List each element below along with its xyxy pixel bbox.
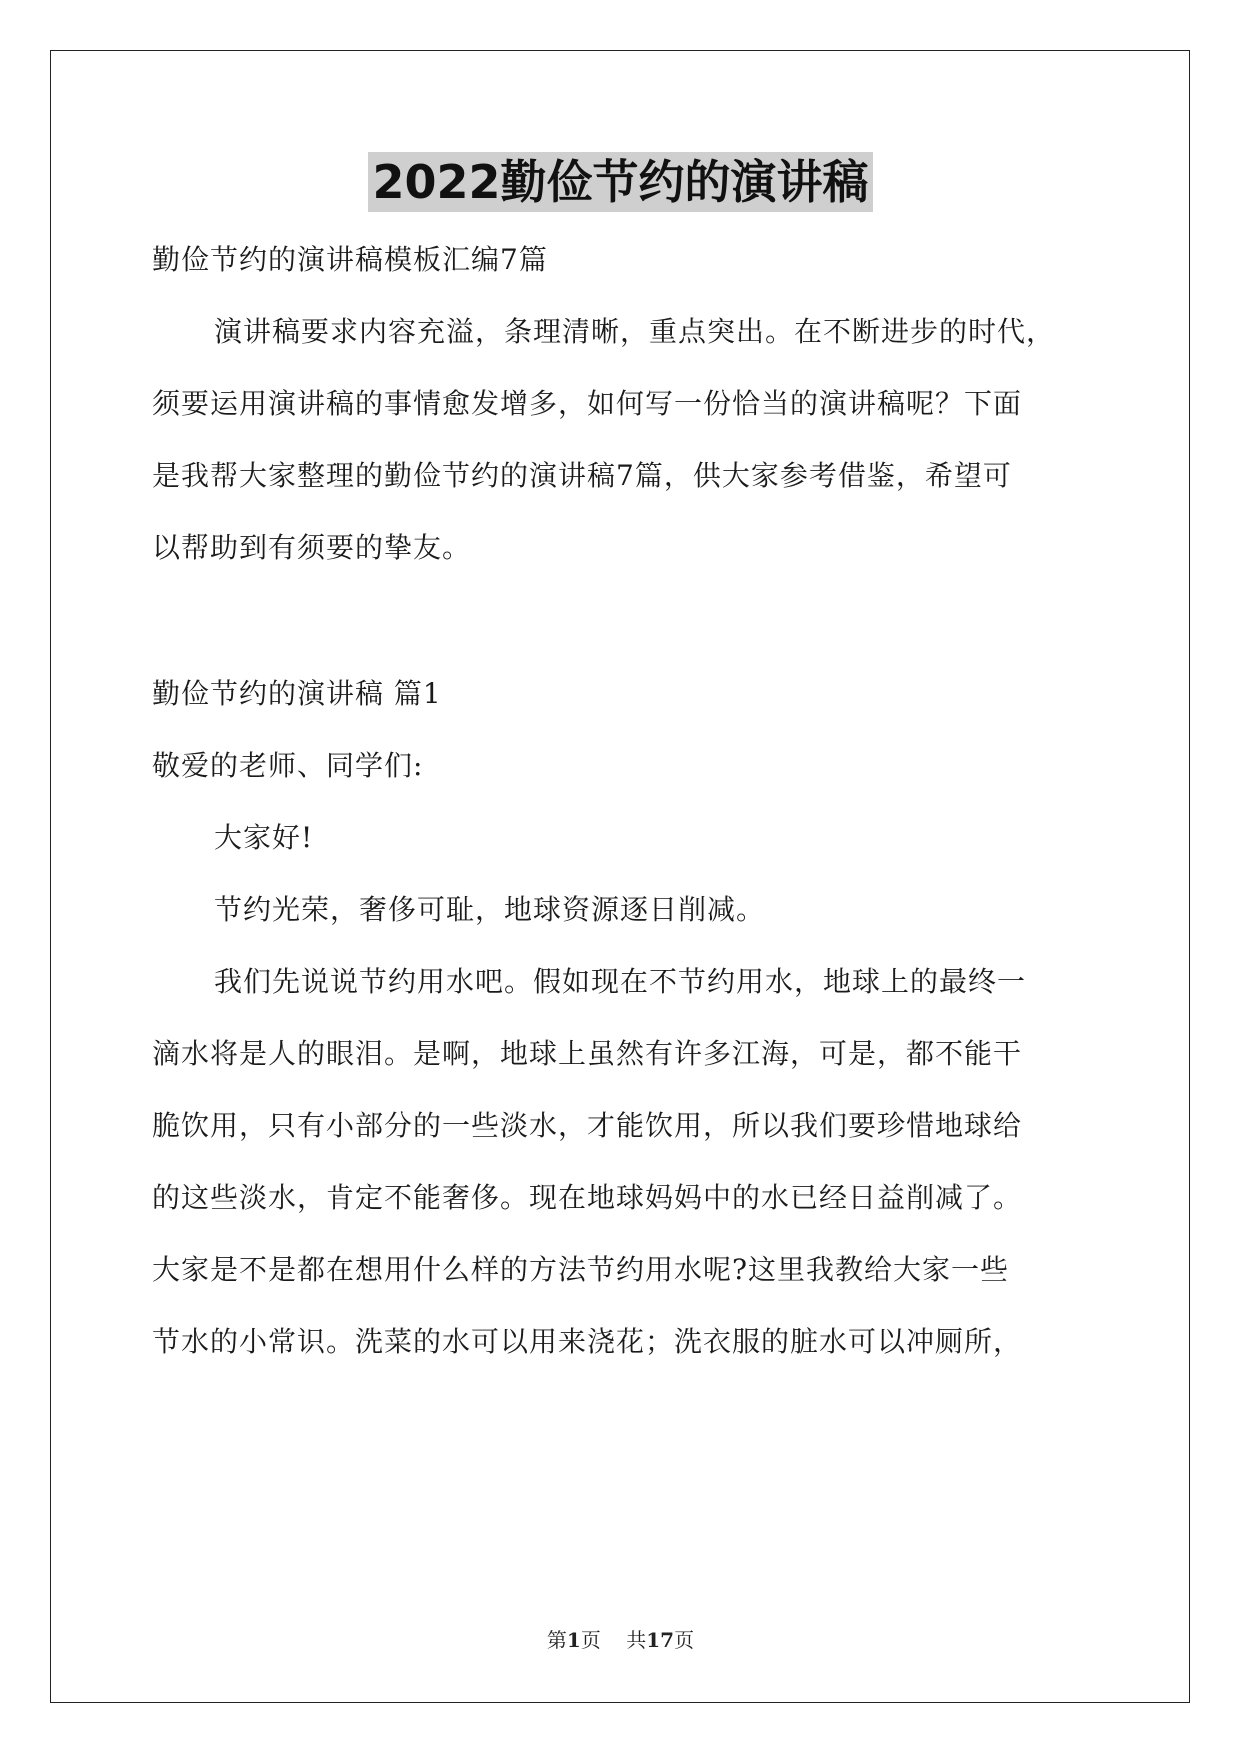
total-prefix: 共 xyxy=(626,1628,647,1652)
intro-line: 以帮助到有须要的挚友。 xyxy=(152,531,472,564)
intro-line: 须要运用演讲稿的事情愈发增多，如何写一份恰当的演讲稿呢？下面 xyxy=(152,387,1023,420)
page-suffix: 页 xyxy=(580,1628,601,1652)
paragraph-2-line: 脆饮用，只有小部分的一些淡水，才能饮用，所以我们要珍惜地球给 xyxy=(152,1109,1023,1142)
intro-line: 演讲稿要求内容充溢，条理清晰，重点突出。在不断进步的时代， xyxy=(214,315,1056,348)
intro-line: 是我帮大家整理的勤俭节约的演讲稿7篇，供大家参考借鉴，希望可 xyxy=(152,459,1012,492)
paragraph-2-line: 滴水将是人的眼泪。是啊，地球上虽然有许多江海，可是，都不能干 xyxy=(152,1037,1023,1070)
page-border xyxy=(50,50,1190,1703)
paragraph-2-line: 我们先说说节约用水吧。假如现在不节约用水，地球上的最终一 xyxy=(214,965,1027,998)
total-suffix: 页 xyxy=(674,1628,695,1652)
greeting: 大家好! xyxy=(214,821,314,854)
paragraph-2-line: 节水的小常识。洗菜的水可以用来浇花；洗衣服的脏水可以冲厕所， xyxy=(152,1325,1023,1358)
salutation: 敬爱的老师、同学们: xyxy=(152,749,424,782)
paragraph-1: 节约光荣，奢侈可耻，地球资源逐日削减。 xyxy=(214,893,766,926)
document-subtitle: 勤俭节约的演讲稿模板汇编7篇 xyxy=(152,243,548,276)
total-pages: 17 xyxy=(646,1628,675,1652)
section-heading: 勤俭节约的演讲稿 篇1 xyxy=(152,677,442,710)
title-container xyxy=(0,152,1241,212)
page-number: 1 xyxy=(566,1628,581,1652)
paragraph-2-line: 大家是不是都在想用什么样的方法节约用水呢?这里我教给大家一些 xyxy=(152,1253,1010,1286)
page-prefix: 第 xyxy=(546,1628,567,1652)
document-title: 2022勤俭节约的演讲稿 xyxy=(368,152,872,212)
page-footer xyxy=(0,1627,1241,1653)
paragraph-2-line: 的这些淡水，肯定不能奢侈。现在地球妈妈中的水已经日益削减了。 xyxy=(152,1181,1023,1214)
